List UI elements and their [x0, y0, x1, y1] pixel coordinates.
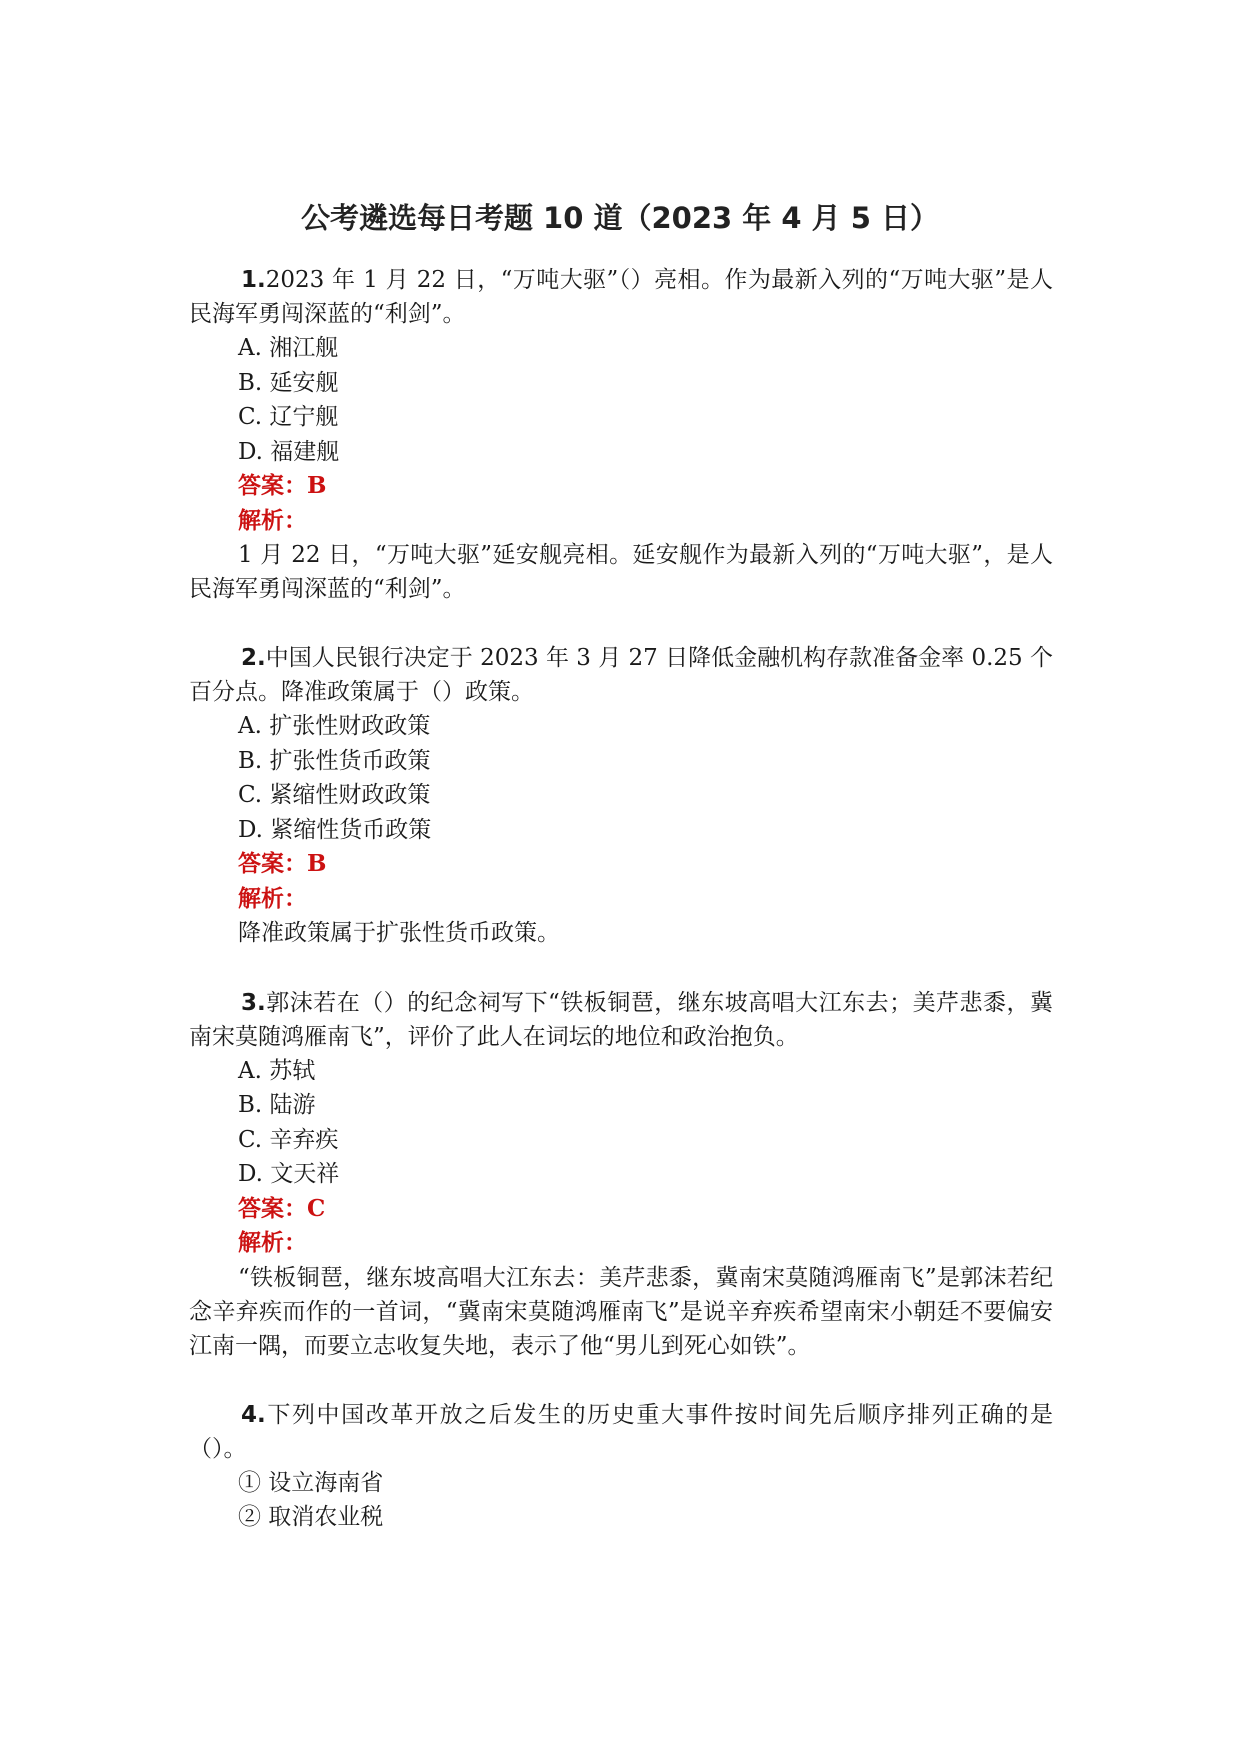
question-stem: [189, 986, 1053, 1054]
question-text: 中国人民银行决定于 2023 年 3 月 27 日降低金融机构存款准备金率 0.25 个百分点。降准政策属于（）政策。: [189, 645, 1053, 705]
list-item: ② 取消农业税: [238, 1504, 384, 1530]
question-stem: [189, 263, 1053, 331]
analysis-text: “铁板铜琶，继东坡高唱大江东去：美芹悲黍，冀南宋莫随鸿雁南飞”是郭沫若纪念辛弃疾而作的一首词，“冀南宋莫随鸿雁南飞”是说辛弃疾希望南宋小朝廷不要偏安江南一隅，而要立志收复失地，表示了他“男儿到死心如铁”。: [189, 1264, 1053, 1359]
question-3: [189, 986, 1053, 1363]
question-number: 3.: [241, 989, 266, 1016]
question-stem: [189, 641, 1053, 709]
question-list: [189, 263, 1053, 1570]
option-d: D. 文天祥: [238, 1161, 340, 1187]
question-text: 下列中国改革开放之后发生的历史重大事件按时间先后顺序排列正确的是（）。: [189, 1401, 1053, 1462]
option-a: A. 苏轼: [238, 1057, 316, 1084]
question-number: 1.: [241, 267, 266, 293]
question-4: [189, 1398, 1053, 1535]
option-c: C. 紧缩性财政政策: [238, 782, 431, 808]
option-c: C. 辛弃疾: [238, 1126, 339, 1153]
question-number: 4.: [241, 1401, 266, 1428]
analysis-label: 解析：: [238, 1229, 307, 1256]
analysis-text: 1 月 22 日，“万吨大驱”延安舰亮相。延安舰作为最新入列的“万吨大驱”，是人民海军勇闯深蓝的“利剑”。: [189, 542, 1053, 602]
analysis-text: 降准政策属于扩张性货币政策。: [238, 920, 560, 946]
list-item: ① 设立海南省: [238, 1469, 384, 1496]
option-d: D. 福建舰: [238, 438, 340, 465]
option-d: D. 紧缩性货币政策: [238, 816, 432, 843]
page-title: 公考遴选每日考题 10 道（2023 年 4 月 5 日）: [300, 201, 940, 235]
question-text: 2023 年 1 月 22 日，“万吨大驱”（）亮相。作为最新入列的“万吨大驱”是人民海军勇闯深蓝的“利剑”。: [189, 267, 1053, 327]
option-c: C. 辽宁舰: [238, 404, 339, 430]
option-b: B. 扩张性货币政策: [238, 747, 431, 774]
option-a: A. 扩张性财政政策: [238, 713, 431, 739]
question-2: [189, 641, 1053, 951]
analysis-label: 解析：: [238, 506, 307, 534]
analysis-label: 解析：: [238, 884, 307, 912]
option-b: B. 延安舰: [238, 369, 339, 396]
question-1: [189, 263, 1053, 606]
answer-line: 答案：B: [238, 850, 327, 877]
option-b: B. 陆游: [238, 1092, 316, 1118]
option-a: A. 湘江舰: [238, 335, 339, 361]
question-number: 2.: [241, 645, 266, 671]
question-stem: [189, 1398, 1053, 1466]
answer-line: 答案：C: [238, 1194, 326, 1222]
question-text: 郭沫若在（）的纪念祠写下“铁板铜琶，继东坡高唱大江东去；美芹悲黍，冀南宋莫随鸿雁南飞”，评价了此人在词坛的地位和政治抱负。: [189, 989, 1053, 1050]
answer-line: 答案：B: [238, 472, 327, 499]
